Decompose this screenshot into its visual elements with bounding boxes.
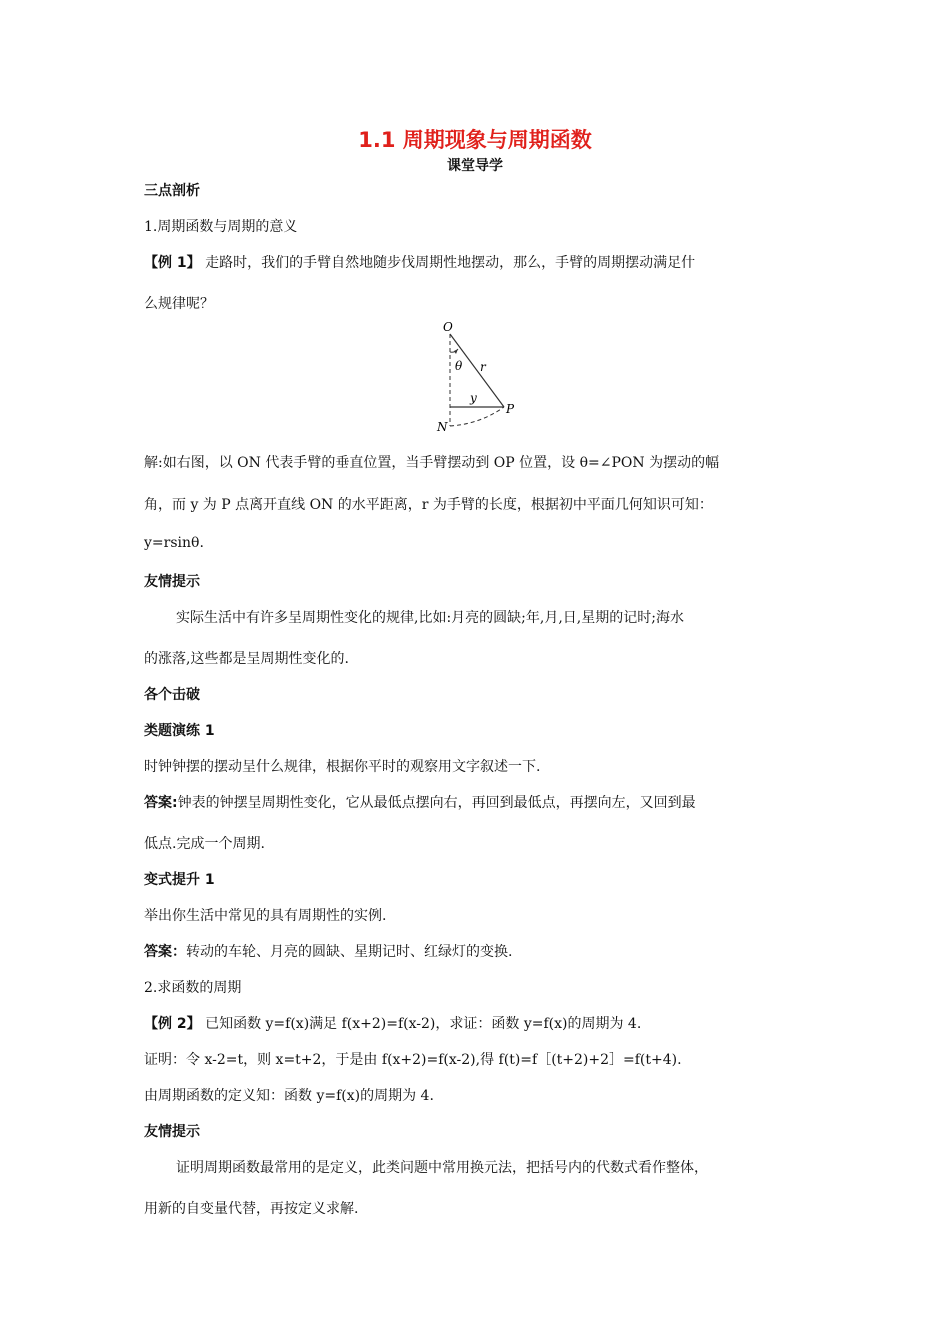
drill-1-answer-line-1 [144, 792, 696, 812]
point-1-heading: 1.周期函数与周期的意义 [144, 219, 298, 235]
variant-1-answer [144, 941, 512, 961]
theta-arrow [454, 349, 458, 354]
drill-1-answer-line-2: 低点.完成一个周期. [144, 836, 265, 852]
proof-line-1: 证明：令 x-2=t，则 x=t+2，于是由 f(x+2)=f(x-2),得 f(t)=f［(t+2)+2］=f(t+4). [144, 1052, 682, 1068]
label-P: P [506, 402, 515, 416]
example-2-text: 已知函数 y=f(x)满足 f(x+2)=f(x-2)，求证：函数 y=f(x)的周期为 4. [200, 1016, 642, 1032]
solution-1-line-1: 解:如右图，以 ON 代表手臂的垂直位置，当手臂摆动到 OP 位置，设 θ=∠PON 为摆动的幅 [144, 455, 720, 471]
swing-arc [450, 407, 504, 426]
page-title: 1.1 周期现象与周期函数 [358, 128, 592, 152]
label-r: r [480, 360, 486, 374]
section-heading-breakthrough: 各个击破 [144, 687, 200, 703]
tip-1-line-1: 实际生活中有许多呈周期性变化的规律,比如:月亮的圆缺;年,月,日,星期的记时;海水 [176, 610, 684, 626]
answer-label: 答案： [144, 944, 186, 960]
point-2-heading: 2.求函数的周期 [144, 980, 242, 996]
variant-1-answer-text: 转动的车轮、月亮的圆缺、星期记时、红绿灯的变换. [186, 944, 513, 960]
label-theta: θ [455, 359, 463, 373]
solution-1-line-2: 角，而 y 为 P 点离开直线 ON 的水平距离，r 为手臂的长度，根据初中平面几何知识可知： [144, 497, 713, 513]
drill-1-answer-text: 钟表的钟摆呈周期性变化，它从最低点摆向右，再回到最低点，再摆向左，又回到最 [177, 795, 696, 811]
drill-1-heading: 类题演练 1 [144, 723, 215, 739]
example-2 [144, 1013, 641, 1033]
example-1-text: 走路时，我们的手臂自然地随步伐周期性地摆动，那么，手臂的周期摆动满足什 [200, 255, 696, 271]
tip-2-heading: 友情提示 [144, 1124, 200, 1140]
example-1-line-1 [144, 252, 695, 272]
arm-pendulum-figure [430, 318, 530, 434]
variant-1-question: 举出你生活中常见的具有周期性的实例. [144, 908, 387, 924]
answer-label: 答案: [144, 795, 178, 811]
tip-1-line-2: 的涨落,这些都是呈周期性变化的. [144, 651, 349, 667]
example-1-line-2: 么规律呢？ [144, 296, 214, 312]
drill-1-question: 时钟钟摆的摆动呈什么规律，根据你平时的观察用文字叙述一下. [144, 759, 541, 775]
section-heading-analysis: 三点剖析 [144, 183, 200, 199]
tip-1-heading: 友情提示 [144, 574, 200, 590]
tip-2-line-2: 用新的自变量代替，再按定义求解. [144, 1201, 359, 1217]
example-1-tag: 【例 1】 [144, 255, 201, 271]
label-O: O [443, 320, 453, 334]
label-y: y [470, 391, 477, 405]
example-2-tag: 【例 2】 [144, 1016, 201, 1032]
variant-1-heading: 变式提升 1 [144, 872, 215, 888]
proof-line-2: 由周期函数的定义知：函数 y=f(x)的周期为 4. [144, 1088, 434, 1104]
tip-2-line-1: 证明周期函数最常用的是定义，此类问题中常用换元法，把括号内的代数式看作整体， [176, 1160, 708, 1176]
page-subtitle: 课堂导学 [447, 158, 503, 174]
solution-1-line-3: y=rsinθ. [144, 535, 204, 551]
label-N: N [437, 420, 448, 434]
